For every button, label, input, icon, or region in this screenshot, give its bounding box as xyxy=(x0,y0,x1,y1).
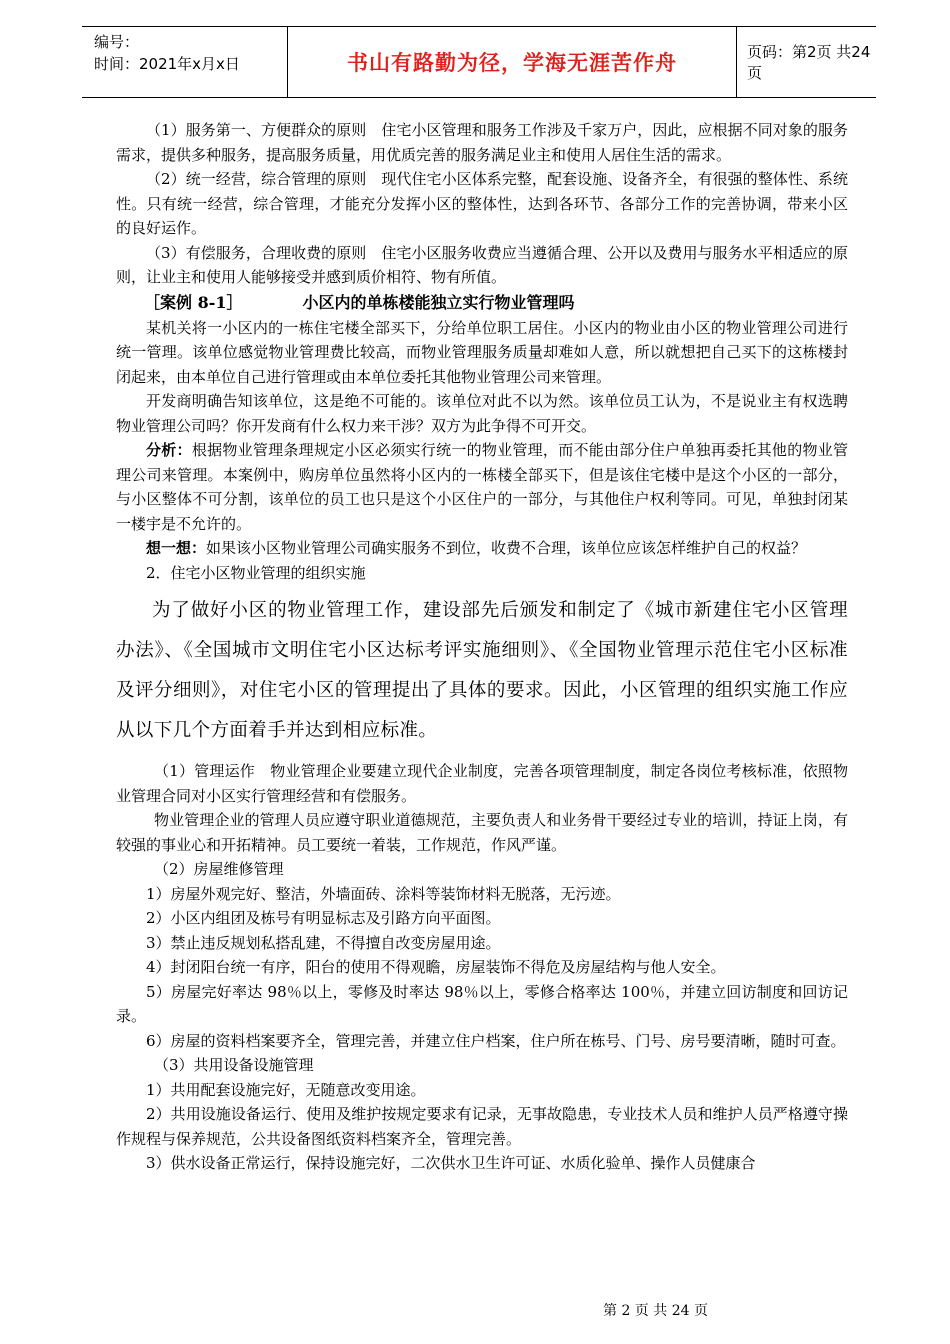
house-item-2: 2）小区内组团及栋号有明显标志及引路方向平面图。 xyxy=(146,909,501,927)
header-meta xyxy=(82,27,287,97)
page-header xyxy=(82,26,876,98)
header-motto-cell xyxy=(287,27,737,97)
house-item-4: 4）封闭阳台统一有序，阳台的使用不得观瞻，房屋装饰不得危及房屋结构与他人安全。 xyxy=(146,958,726,976)
page-footer: 第 2 页 共 24 页 xyxy=(603,1303,708,1319)
paragraph-principle-1: （1）服务第一、方便群众的原则 住宅小区管理和服务工作涉及千家万户，因此，应根据不同对象的服务需求，提供多种服务，提高服务质量，用优质完善的服务满足业主和使用人居住生活的需求。 xyxy=(116,121,848,164)
house-item-5: 5）房屋完好率达 98％以上，零修及时率达 98％以上，零修合格率达 100％，并建立回访制度和回访记录。 xyxy=(116,982,848,1025)
case-title: 小区内的单栋楼能独立实行物业管理吗 xyxy=(302,292,575,312)
analysis-text: 根据物业管理条理规定小区必须实行统一的物业管理，而不能由部分住户单独再委托其他的物业管理公司来管理。本案例中，购房单位虽然将小区内的一栋楼全部买下，但是该住宅楼中是这个小区的一部分，与小区整体不可分割，该单位的员工也只是这个小区住户的一部分，与其他住户权利等同。可见，单独封闭某一楼宇是不允许的。 xyxy=(116,441,848,533)
facility-item-1: 1）共用配套设施完好，无随意改变用途。 xyxy=(146,1080,426,1099)
header-page-number: 页码：第2页 共24页 xyxy=(747,43,871,82)
think-text: 如果该小区物业管理公司确实服务不到位，收费不合理，该单位应该怎样维护自己的权益？ xyxy=(206,539,807,557)
case-paragraph-1: 某机关将一小区内的一栋住宅楼全部买下，分给单位职工居住。小区内的物业由小区的物业管理公司进行统一管理。该单位感觉物业管理费比较高，而物业管理服务质量却难如人意，所以就想把自己买下的这栋楼封闭起来，由本单位自己进行管理或由本单位委托其他物业管理公司来管理。 xyxy=(116,318,848,386)
think-label: 想一想： xyxy=(146,539,207,557)
time-label: 时间：2021年x月x日 xyxy=(94,55,240,73)
section-2-intro: 为了做好小区的物业管理工作，建设部先后颁发和制定了《城市新建住宅小区管理办法》、《全国城市文明住宅小区达标考评实施细则》、《全国物业管理示范住宅小区标准及评分细则》，对住宅小区的管理提出了具体的要求。因此，小区管理的组织实施工作应从以下几个方面着手并达到相应标准。 xyxy=(116,600,848,741)
house-item-6: 6）房屋的资料档案要齐全，管理完善，并建立住户档案，住户所在栋号、门号、房号要清晰，随时可查。 xyxy=(146,1031,846,1050)
facility-item-3: 3）供水设备正常运行，保持设施完好，二次供水卫生许可证、水质化验单、操作人员健康合 xyxy=(146,1154,756,1172)
management-paragraph-2: 物业管理企业的管理人员应遵守职业道德规范，主要负责人和业务骨干要经过专业的培训，持证上岗，有较强的事业心和开拓精神。员工要统一着装，工作规范，作风严谨。 xyxy=(116,811,848,854)
house-item-1: 1）房屋外观完好、整洁，外墙面砖、涂料等装饰材料无脱落，无污迹。 xyxy=(146,884,621,903)
facility-item-2: 2）共用设施设备运行、使用及维护按规定要求有记录，无事故隐患，专业技术人员和维护人员严格遵守操作规程与保养规范，公共设备图纸资料档案齐全，管理完善。 xyxy=(116,1105,848,1148)
case-paragraph-2: 开发商明确告知该单位，这是绝不可能的。该单位对此不以为然。该单位员工认为，不是说业主有权选聘物业管理公司吗？你开发商有什么权力来干涉？双方为此争得不可开交。 xyxy=(116,392,848,435)
analysis-label: 分析： xyxy=(146,441,192,459)
document-body xyxy=(116,118,848,1176)
number-label: 编号： xyxy=(94,33,140,51)
paragraph-principle-2: （2）统一经营，综合管理的原则 现代住宅小区体系完整，配套设施、设备齐全，有很强的整体性、系统性。只有统一经营，综合管理，才能充分发挥小区的整体性，达到各环节、各部分工作的完善协调，带来小区的良好运作。 xyxy=(116,170,848,237)
facility-heading: （3）共用设备设施管理 xyxy=(154,1056,314,1074)
management-paragraph-1: （1）管理运作 物业管理企业要建立现代企业制度，完善各项管理制度，制定各岗位考核标准，依照物业管理合同对小区实行管理经营和有偿服务。 xyxy=(116,762,848,805)
think-paragraph xyxy=(116,536,848,561)
paragraph-principle-3: （3）有偿服务，合理收费的原则 住宅小区服务收费应当遵循合理、公开以及费用与服务水平相适应的原则，让业主和使用人能够接受并感到质价相符、物有所值。 xyxy=(116,243,848,286)
case-label: ［案例 8-1］ xyxy=(144,292,243,312)
analysis-paragraph xyxy=(116,438,848,536)
house-maintenance-heading: （2）房屋维修管理 xyxy=(154,860,284,878)
case-heading xyxy=(116,290,848,316)
section-2-heading: 2．住宅小区物业管理的组织实施 xyxy=(146,563,366,582)
header-motto: 书山有路勤为径，学海无涯苦作舟 xyxy=(347,51,677,75)
house-item-3: 3）禁止违反规划私搭乱建，不得擅自改变房屋用途。 xyxy=(146,933,501,952)
